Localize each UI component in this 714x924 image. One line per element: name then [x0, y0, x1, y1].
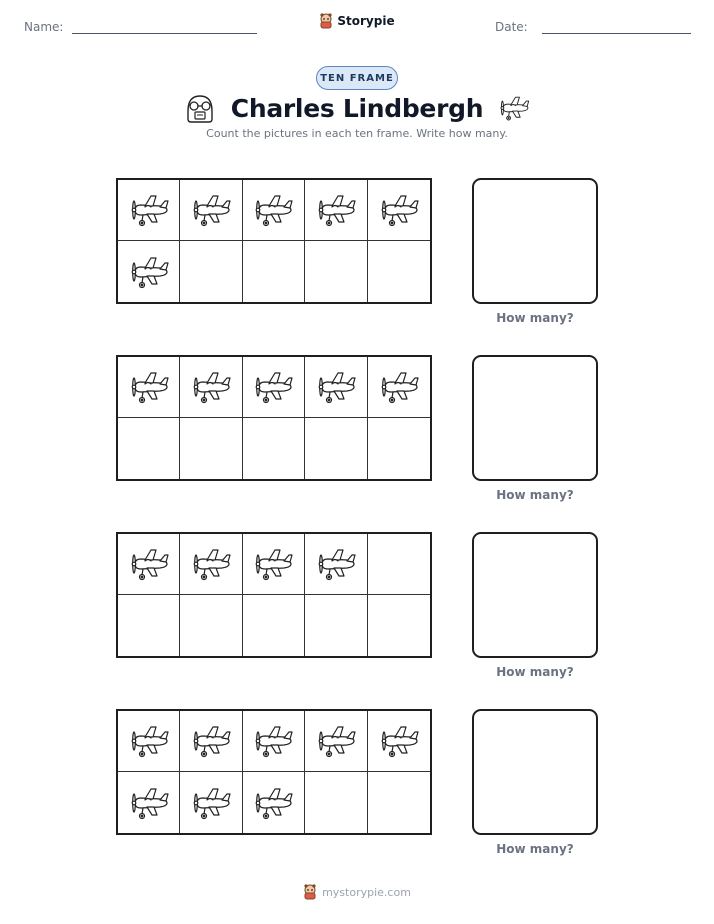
- ten-frame-cell: [368, 418, 430, 479]
- ten-frame-cell: [305, 534, 367, 595]
- ten-frame-cell: [243, 357, 305, 418]
- ten-frame-cell: [368, 772, 430, 833]
- airplane-icon: [251, 719, 295, 763]
- ten-frame-cell: [118, 180, 180, 241]
- ten-frame-cell: [118, 418, 180, 479]
- storypie-mascot-icon: [319, 13, 333, 29]
- ten-frame-cell: [118, 357, 180, 418]
- ten-frame-cell: [243, 595, 305, 656]
- title-row: [0, 88, 714, 128]
- ten-frame-cell: [305, 418, 367, 479]
- ten-frame-cell: [180, 357, 242, 418]
- ten-frame-cell: [180, 180, 242, 241]
- ten-frame-cell: [180, 241, 242, 302]
- storypie-mascot-icon: [303, 884, 317, 900]
- airplane-icon: [189, 781, 233, 825]
- ten-frame-cell: [305, 711, 367, 772]
- airplane-icon: [377, 365, 421, 409]
- airplane-icon: [314, 719, 358, 763]
- ten-frame-cell: [368, 180, 430, 241]
- ten-frame-cell: [118, 241, 180, 302]
- how-many-label: How many?: [496, 665, 574, 679]
- answer-box[interactable]: [472, 532, 598, 658]
- ten-frame-cell: [180, 711, 242, 772]
- ten-frame-cell: [243, 418, 305, 479]
- ten-frame-cell: [118, 595, 180, 656]
- how-many-label: How many?: [496, 311, 574, 325]
- airplane-icon: [497, 91, 531, 125]
- instructions: Count the pictures in each ten frame. Write how many.: [206, 127, 508, 140]
- page-title: Charles Lindbergh: [230, 93, 484, 123]
- ten-frame-cell: [118, 534, 180, 595]
- ten-frame: [116, 532, 432, 658]
- brand-name: Storypie: [337, 14, 395, 28]
- airplane-icon: [127, 188, 171, 232]
- airplane-icon: [251, 365, 295, 409]
- ten-frame-cell: [180, 418, 242, 479]
- ten-frame-cell: [243, 180, 305, 241]
- name-label: Name:: [24, 20, 64, 34]
- answer-box[interactable]: [472, 355, 598, 481]
- date-line[interactable]: [542, 33, 691, 34]
- name-line[interactable]: [72, 33, 257, 34]
- airplane-icon: [377, 719, 421, 763]
- ten-frame-cell: [118, 772, 180, 833]
- airplane-icon: [189, 188, 233, 232]
- airplane-icon: [127, 542, 171, 586]
- ten-frame-cell: [180, 595, 242, 656]
- ten-frame-cell: [368, 241, 430, 302]
- ten-frame: [116, 178, 432, 304]
- ten-frame-cell: [180, 534, 242, 595]
- airplane-icon: [251, 188, 295, 232]
- airplane-icon: [251, 781, 295, 825]
- ten-frame-cell: [305, 180, 367, 241]
- ten-frame-cell: [368, 595, 430, 656]
- ten-frame-cell: [118, 711, 180, 772]
- ten-frame-cell: [243, 241, 305, 302]
- airplane-icon: [314, 188, 358, 232]
- ten-frame-cell: [243, 772, 305, 833]
- how-many-label: How many?: [496, 488, 574, 502]
- how-many-label: How many?: [496, 842, 574, 856]
- airplane-icon: [127, 250, 171, 294]
- answer-box[interactable]: [472, 709, 598, 835]
- footer: [0, 884, 714, 900]
- ten-frame-cell: [305, 357, 367, 418]
- ten-frame-cell: [305, 595, 367, 656]
- ten-frame-cell: [368, 534, 430, 595]
- ten-frame-cell: [305, 241, 367, 302]
- date-label: Date:: [495, 20, 528, 34]
- ten-frame-cell: [368, 711, 430, 772]
- ten-frame-cell: [243, 534, 305, 595]
- ten-frame-cell: [243, 711, 305, 772]
- airplane-icon: [189, 719, 233, 763]
- answer-box[interactable]: [472, 178, 598, 304]
- footer-site: mystorypie.com: [322, 885, 411, 899]
- ten-frame-cell: [305, 772, 367, 833]
- brand-logo: [0, 13, 714, 29]
- airplane-icon: [127, 365, 171, 409]
- airplane-icon: [127, 781, 171, 825]
- airplane-icon: [314, 365, 358, 409]
- airplane-icon: [314, 542, 358, 586]
- airplane-icon: [189, 542, 233, 586]
- airplane-icon: [189, 365, 233, 409]
- ten-frame-cell: [368, 357, 430, 418]
- ten-frame-badge: TEN FRAME: [316, 66, 398, 90]
- ten-frame: [116, 709, 432, 835]
- ten-frame-cell: [180, 772, 242, 833]
- airplane-icon: [127, 719, 171, 763]
- airplane-icon: [251, 542, 295, 586]
- ten-frame: [116, 355, 432, 481]
- airplane-icon: [377, 188, 421, 232]
- aviator-helmet-icon: [183, 91, 217, 125]
